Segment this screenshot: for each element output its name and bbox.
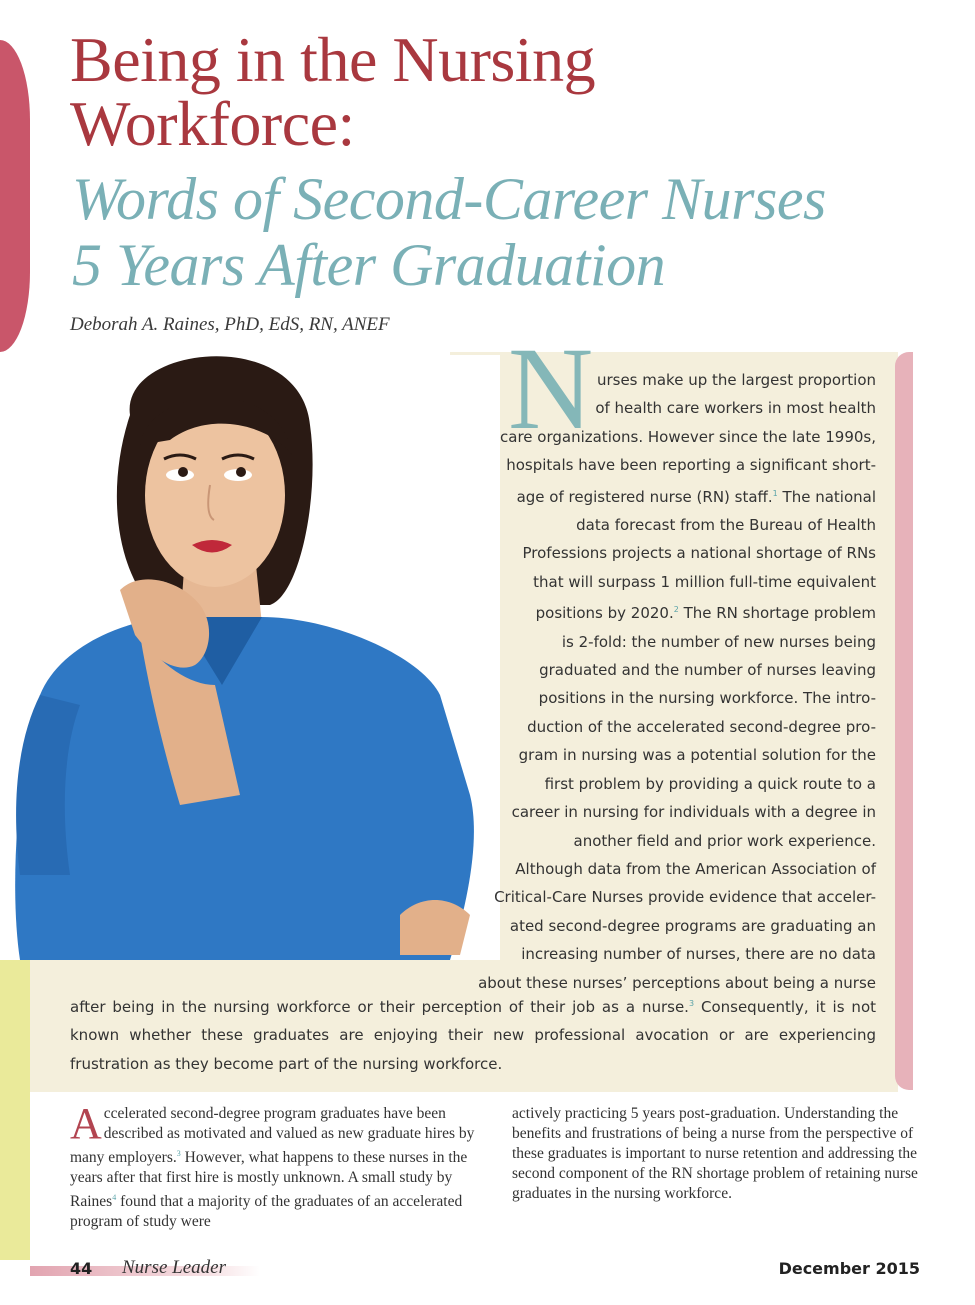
body-text: actively practicing 5 years post-graduation. Understanding the benefits and frustrations of being a nurse from the perspective of these graduates is important to nurse retention and addressing the second component of the RN shortage problem of retaining nurse graduates in the nursing workforce.	[512, 1105, 918, 1202]
reference-marker[interactable]: 1	[772, 488, 778, 498]
intro-line: career in nursing for individuals with a degree in	[511, 803, 876, 822]
reference-marker[interactable]: 4	[112, 1193, 117, 1203]
intro-line: data forecast from the Bureau of Health	[576, 516, 876, 535]
intro-line	[470, 480, 876, 511]
body-text: ccelerated second-degree program graduates have been described as motivated and valued as new graduate hires by many employers.	[70, 1105, 475, 1167]
reference-marker[interactable]: 3	[688, 999, 695, 1008]
journal-name: Nurse Leader	[122, 1257, 226, 1278]
intro-line-tail: The national	[777, 487, 876, 506]
intro-line: Professions projects a national shortage of RNs	[522, 544, 876, 563]
subtitle-line-1: Words of Second-Career Nurses	[72, 166, 826, 232]
accent-bar-right-pink	[895, 352, 913, 1090]
intro-line: Critical-Care Nurses provide evidence that acceler-	[494, 888, 876, 907]
body-column-right	[512, 1104, 918, 1204]
intro-line-text: age of registered nurse (RN) staff.	[516, 487, 773, 506]
intro-line: is 2-fold: the number of new nurses being	[561, 632, 876, 651]
intro-line-tail: The RN shortage problem	[678, 604, 876, 623]
nurse-photo	[0, 355, 500, 960]
intro-line: that will surpass 1 million full-time equivalent	[533, 572, 876, 591]
intro-line: duction of the accelerated second-degree pro-	[527, 717, 876, 736]
intro-line: of health care workers in most health	[595, 399, 876, 418]
intro-dropcap: N	[508, 323, 594, 454]
reference-marker[interactable]: 2	[673, 605, 679, 615]
intro-line	[470, 596, 876, 627]
title-line-2: Workforce:	[70, 88, 355, 159]
intro-line: another field and prior work experience.	[573, 831, 876, 850]
body-text: found that a majority of the graduates of an accelerated program of study were	[70, 1193, 463, 1231]
intro-line: care organizations. However since the late 1990s,	[500, 427, 876, 446]
byline: Deborah A. Raines, PhD, EdS, RN, ANEF	[70, 314, 390, 335]
intro-wide-text-b: Consequently, it is not known whether these graduates are enjoying their new professional avocation or are experiencing frustration as they become part of the nursing workforce.	[70, 998, 877, 1073]
article-subtitle	[72, 166, 826, 298]
issue-date: December 2015	[778, 1259, 920, 1278]
intro-line: urses make up the largest proportion	[596, 371, 876, 389]
intro-line: gram in nursing was a potential solution for the	[518, 746, 876, 765]
article-title	[70, 24, 596, 159]
subtitle-line-2: 5 Years After Graduation	[72, 232, 666, 298]
intro-line: Although data from the American Association of	[515, 859, 876, 878]
intro-paragraph-continued	[70, 990, 876, 1078]
intro-line: graduated and the number of nurses leaving	[539, 661, 876, 680]
accent-bar-left-yellow	[0, 960, 30, 1260]
reference-marker[interactable]: 3	[176, 1149, 181, 1158]
body-dropcap: A	[70, 1099, 102, 1148]
intro-line: first problem by providing a quick route to a	[544, 774, 876, 793]
page-number: 44	[70, 1259, 93, 1278]
intro-wide-text-a: after being in the nursing workforce or their perception of their job as a nurse.	[70, 998, 689, 1016]
intro-line: ated second-degree programs are graduating an	[509, 916, 876, 935]
intro-line: increasing number of nurses, there are no data	[521, 945, 876, 964]
intro-line-text: positions by 2020.	[535, 604, 674, 623]
title-line-1: Being in the Nursing	[70, 24, 596, 95]
body-column-left	[70, 1099, 476, 1232]
intro-line: about these nurses’ perceptions about being a nurse	[478, 973, 876, 992]
intro-line: hospitals have been reporting a significant short-	[506, 456, 876, 475]
accent-bar-left-pink	[0, 40, 30, 352]
body-text: However, what happens to these nurses in the years after that first hire is mostly unknown. A small study by Raines	[70, 1149, 468, 1211]
intro-paragraph	[470, 366, 876, 997]
intro-line: positions in the nursing workforce. The intro-	[538, 689, 876, 708]
